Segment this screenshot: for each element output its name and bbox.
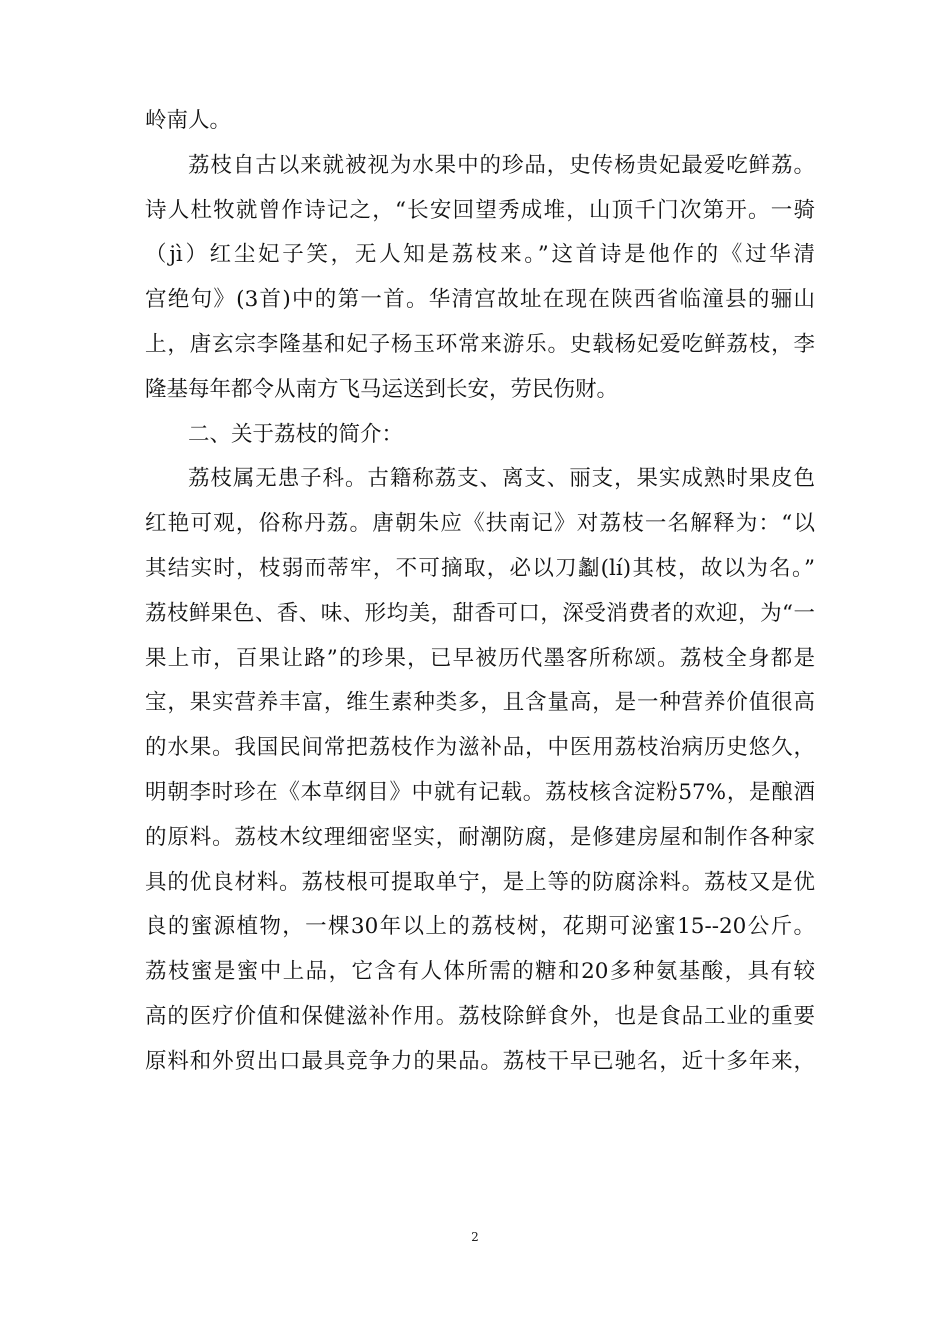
text-line: 其结实时，枝弱而蒂牢，不可摘取，必以刀劙(lí)其枝，故以为名。” xyxy=(145,555,815,581)
text-line: 宫绝句》(3首)中的第一首。华清宫故址在现在陕西省临潼县的骊山 xyxy=(145,287,815,313)
text-line: 荔枝属无患子科。古籍称荔支、离支、丽支，果实成熟时果皮色 xyxy=(188,466,815,492)
text-line: 宝，果实营养丰富，维生素种类多，且含量高，是一种营养价值很高 xyxy=(145,690,815,716)
text-line: 荔枝蜜是蜜中上品，它含有人体所需的糖和20多种氨基酸，具有较 xyxy=(145,959,815,985)
text-line: 高的医疗价值和保健滋补作用。荔枝除鲜食外，也是食品工业的重要 xyxy=(145,1003,815,1029)
text-line: 良的蜜源植物，一棵30年以上的荔枝树，花期可泌蜜15--20公斤。 xyxy=(145,914,815,940)
text-line: 上，唐玄宗李隆基和妃子杨玉环常来游乐。史载杨妃爱吃鲜荔枝，李 xyxy=(145,331,815,357)
text-line: 果上市，百果让路”的珍果，已早被历代墨客所称颂。荔枝全身都是 xyxy=(145,645,815,671)
text-line: 原料和外贸出口最具竞争力的果品。荔枝干早已驰名，近十多年来， xyxy=(145,1048,815,1074)
text-line: 诗人杜牧就曾作诗记之，“长安回望秀成堆，山顶千门次第开。一骑 xyxy=(145,197,815,223)
text-line: 的水果。我国民间常把荔枝作为滋补品，中医用荔枝治病历史悠久， xyxy=(145,735,815,761)
text-line: 荔枝鲜果色、香、味、形均美，甜香可口，深受消费者的欢迎，为“一 xyxy=(145,600,815,626)
body-text xyxy=(145,99,815,1085)
page-number: 2 xyxy=(471,1230,479,1244)
text-line: 红艳可观，俗称丹荔。唐朝朱应《扶南记》对荔枝一名解释为：“以 xyxy=(145,511,815,537)
text-line: 岭南人。 xyxy=(145,108,232,133)
text-line: 的原料。荔枝木纹理细密坚实，耐潮防腐，是修建房屋和制作各种家 xyxy=(145,824,815,850)
text-line: （jì）红尘妃子笑，无人知是荔枝来。”这首诗是他作的《过华清 xyxy=(145,242,815,268)
text-line: 二、关于荔枝的简介： xyxy=(188,421,404,447)
text-line: 明朝李时珍在《本草纲目》中就有记载。荔枝核含淀粉57%，是酿酒 xyxy=(145,779,815,805)
text-line: 荔枝自古以来就被视为水果中的珍品，史传杨贵妃最爱吃鲜荔。 xyxy=(188,152,815,178)
text-line: 隆基每年都令从南方飞马运送到长安，劳民伤财。 xyxy=(145,376,619,402)
text-line: 具的优良材料。荔枝根可提取单宁，是上等的防腐涂料。荔枝又是优 xyxy=(145,869,815,895)
